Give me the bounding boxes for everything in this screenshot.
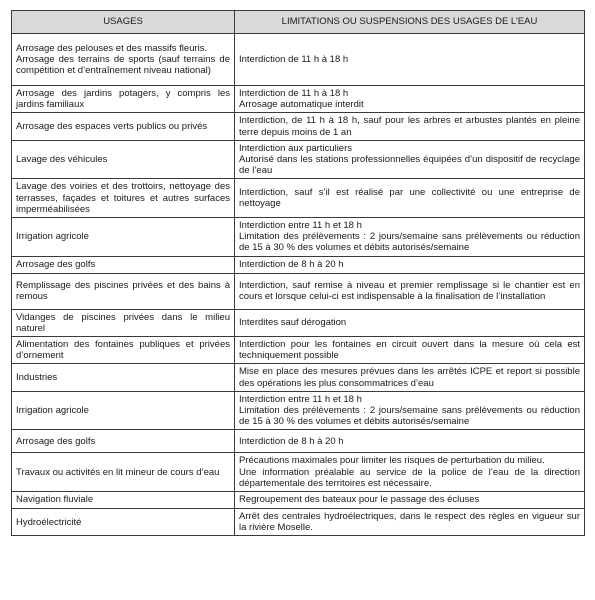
limitation-cell bbox=[235, 337, 585, 364]
table-row bbox=[12, 218, 585, 257]
limitation-text: Interdiction de 8 h à 20 h bbox=[239, 259, 344, 271]
usage-text: Irrigation agricole bbox=[16, 405, 89, 417]
limitation-cell bbox=[235, 140, 585, 179]
header-usages: USAGES bbox=[12, 11, 235, 34]
usage-cell bbox=[12, 430, 235, 453]
limitation-text: Interdiction de 8 h à 20 h bbox=[239, 435, 344, 447]
usage-text: Travaux ou activités en lit mineur de cours d’eau bbox=[16, 466, 220, 478]
usage-cell bbox=[12, 337, 235, 364]
usage-cell bbox=[12, 113, 235, 140]
limitation-text: Interdiction, sauf remise à niveau et premier remplissage si le chantier est en cours et lorsque celui-ci est indispensable à la finalisation de l’installation bbox=[239, 279, 580, 303]
usage-text: Industries bbox=[16, 372, 58, 384]
limitation-cell bbox=[235, 256, 585, 273]
table-row bbox=[12, 492, 585, 509]
table-row bbox=[12, 391, 585, 430]
limitation-cell bbox=[235, 179, 585, 218]
water-restrictions-table bbox=[11, 10, 585, 536]
usage-text: Arrosage des golfs bbox=[16, 259, 96, 271]
table-header-row bbox=[12, 11, 585, 34]
limitation-cell bbox=[235, 509, 585, 536]
usage-text: Vidanges de piscines privées dans le milieu naturel bbox=[16, 311, 230, 334]
water-restrictions-table-container bbox=[11, 10, 584, 536]
usage-text: Arrosage des terrains de sports (sauf terrains de compétition et d’entraînement niveau national) bbox=[16, 53, 230, 77]
limitation-cell bbox=[235, 273, 585, 309]
limitation-text: Interdites sauf dérogation bbox=[239, 317, 347, 329]
limitation-text: Autorisé dans les stations professionnelles équipées d’un dispositif de recyclage de l’eau bbox=[239, 154, 580, 177]
usage-cell bbox=[12, 140, 235, 179]
limitation-cell bbox=[235, 492, 585, 509]
limitation-text: Interdiction de 11 h à 18 h bbox=[239, 53, 349, 65]
limitation-cell bbox=[235, 309, 585, 336]
limitation-text: Interdiction pour les fontaines en circuit ouvert dans la mesure où cela est techniquement possible bbox=[239, 339, 580, 362]
table-row bbox=[12, 273, 585, 309]
usage-cell bbox=[12, 509, 235, 536]
limitation-text: Regroupement des bateaux pour le passage des écluses bbox=[239, 494, 480, 506]
usage-text: Remplissage des piscines privées et des bains à remous bbox=[16, 279, 230, 303]
limitation-text: Interdiction entre 11 h et 18 h bbox=[239, 220, 362, 232]
usage-text: Arrosage des espaces verts publics ou privés bbox=[16, 121, 208, 132]
limitation-text: Interdiction de 11 h à 18 h bbox=[239, 88, 349, 99]
limitation-text: Une information préalable au service de la police de l’eau de la direction départementale des territoires est nécessaire. bbox=[239, 466, 580, 489]
table-row bbox=[12, 113, 585, 140]
limitation-cell bbox=[235, 391, 585, 430]
usage-text: Irrigation agricole bbox=[16, 231, 89, 243]
usage-cell bbox=[12, 453, 235, 492]
table-row bbox=[12, 337, 585, 364]
header-limitations: LIMITATIONS OU SUSPENSIONS DES USAGES DE L’EAU bbox=[235, 11, 585, 34]
limitation-cell bbox=[235, 113, 585, 140]
usage-cell bbox=[12, 391, 235, 430]
table-row bbox=[12, 509, 585, 536]
table-row bbox=[12, 179, 585, 218]
usage-cell bbox=[12, 309, 235, 336]
usage-cell bbox=[12, 218, 235, 257]
table-row bbox=[12, 256, 585, 273]
table-row bbox=[12, 430, 585, 453]
usage-cell bbox=[12, 179, 235, 218]
usage-text: Navigation fluviale bbox=[16, 494, 94, 506]
usage-cell bbox=[12, 492, 235, 509]
limitation-cell bbox=[235, 364, 585, 391]
limitation-text: Mise en place des mesures prévues dans les arrêtés ICPE et report si possible des opérations les plus consommatrices d’eau bbox=[239, 366, 580, 389]
table-body bbox=[12, 34, 585, 536]
usage-cell bbox=[12, 364, 235, 391]
usage-cell bbox=[12, 256, 235, 273]
limitation-text: Interdiction, sauf s’il est réalisé par une collectivité ou une entreprise de nettoyage bbox=[239, 187, 580, 210]
usage-text: Lavage des voiries et des trottoirs, nettoyage des terrasses, façades et toitures et autres surfaces imperméabilisées bbox=[16, 181, 230, 215]
limitation-cell bbox=[235, 453, 585, 492]
table-row bbox=[12, 453, 585, 492]
limitation-text: Limitation des prélèvements : 2 jours/semaine sans prélèvements ou réduction de 15 à 30 % des volumes et débits autorisés/semaine bbox=[239, 231, 580, 254]
usage-text: Arrosage des golfs bbox=[16, 435, 96, 447]
usage-text: Hydroélectricité bbox=[16, 516, 82, 528]
usage-text: Lavage des véhicules bbox=[16, 154, 108, 166]
limitation-text: Interdiction entre 11 h et 18 h bbox=[239, 393, 362, 405]
usage-text: Alimentation des fontaines publiques et privées d’ornement bbox=[16, 339, 230, 362]
table-row bbox=[12, 34, 585, 86]
limitation-text: Interdiction aux particuliers bbox=[239, 142, 352, 154]
table-row bbox=[12, 140, 585, 179]
limitation-cell bbox=[235, 430, 585, 453]
limitation-cell bbox=[235, 34, 585, 86]
usage-text: Arrosage des jardins potagers, y compris les jardins familiaux bbox=[16, 88, 230, 111]
limitation-cell bbox=[235, 218, 585, 257]
usage-cell bbox=[12, 34, 235, 86]
table-row bbox=[12, 309, 585, 336]
usage-text: Arrosage des pelouses et des massifs fleuris. bbox=[16, 42, 208, 54]
table-row bbox=[12, 364, 585, 391]
usage-cell bbox=[12, 273, 235, 309]
limitation-cell bbox=[235, 86, 585, 113]
limitation-text: Précautions maximales pour limiter les risques de perturbation du milieu. bbox=[239, 455, 545, 467]
table-row bbox=[12, 86, 585, 113]
limitation-text: Interdiction, de 11 h à 18 h, sauf pour les arbres et arbustes plantés en pleine terre depuis moins de 1 an bbox=[239, 115, 580, 138]
limitation-text: Arrosage automatique interdit bbox=[239, 99, 364, 111]
usage-cell bbox=[12, 86, 235, 113]
limitation-text: Limitation des prélèvements : 2 jours/semaine sans prélèvements ou réduction de 15 à 30 % des volumes et débits autorisés/semaine bbox=[239, 405, 580, 428]
limitation-text: Arrêt des centrales hydroélectriques, dans le respect des règles en vigueur sur la rivière Moselle. bbox=[239, 511, 580, 534]
